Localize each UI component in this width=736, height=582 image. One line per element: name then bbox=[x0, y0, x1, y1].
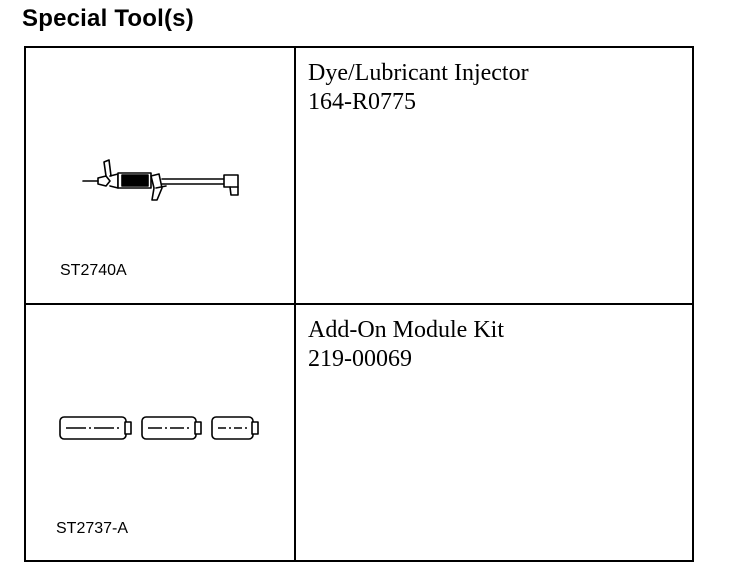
tool-name: Dye/Lubricant Injector bbox=[308, 60, 529, 86]
tool-part-number: 219-00069 bbox=[308, 346, 412, 372]
tool-part-number: 164-R0775 bbox=[308, 89, 416, 115]
table-row bbox=[25, 304, 693, 561]
tool-illustration-cell bbox=[25, 304, 295, 561]
page-title: Special Tool(s) bbox=[22, 5, 194, 32]
tool-illustration-cell bbox=[25, 47, 295, 304]
table-row bbox=[25, 47, 693, 304]
tool-description-cell bbox=[295, 47, 693, 304]
tool-illustration-id: ST2737-A bbox=[56, 520, 129, 537]
tool-name: Add-On Module Kit bbox=[308, 317, 504, 343]
tool-description-cell bbox=[295, 304, 693, 561]
special-tools-table bbox=[24, 46, 694, 562]
tool-illustration-id: ST2740A bbox=[60, 262, 127, 279]
